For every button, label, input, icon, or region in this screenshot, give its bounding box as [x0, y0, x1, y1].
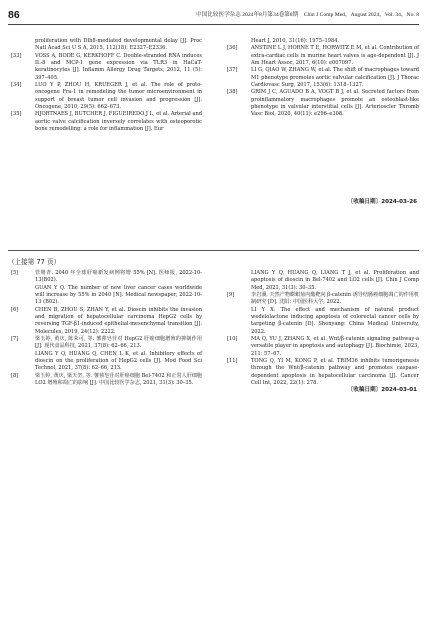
- reference-text: GUAN Y Q. The number of new liver cancer cases worldwide will increase by 55% in 2040 [N]. Medical newspaper, 2022-10-13 (B02).: [35, 284, 202, 306]
- reference-text: VOSS A, BODE G, KERKHOFF C. Double-stranded RNA induces IL-8 and MCP-1 gene expression via TLR3 in HaCaT-keratinocytes [J]. Inflamm Allergy Drug Targets, 2012, 11 (5): 397–405.: [35, 52, 202, 81]
- reference-number: [34]: [11, 82, 22, 89]
- reference-entry: [224, 45, 419, 67]
- reference-text: 梁玉婷, 黄庆, 梁天坚, 等. 薯蓣皂苷对肝癌细胞 Bel-7402 和正常人肝细胞 LO2 增殖和凋亡的影响 [J]. 中国比较医学杂志, 2021, 31(3): 30–35.: [35, 372, 202, 387]
- reference-number: [38]: [227, 89, 238, 96]
- reference-entry: [8, 38, 202, 53]
- reference-text: LI G, QIAO W, ZHANG W, et al. The shift of macrophages toward M1 phenotype promotes aortic valvular calcification [J]. J Thorac Cardiovasc Surg, 2017, 153(6): 1318–1327.: [251, 67, 419, 89]
- reference-number: [10]: [227, 336, 238, 343]
- reference-entry: [224, 89, 419, 118]
- reference-entry: [224, 307, 419, 336]
- reference-text: TONG Q, YI M, KONG P, et al. TRIM36 inhibits tumorigenesis through the Wnt/β-catenin pathway and promotes caspase-dependent apoptosis in hepatocellular carcinoma [J]. Cancer Cell Int, 2022, 22(1): 278.: [251, 358, 419, 387]
- bottom-right-references: [224, 270, 419, 388]
- reference-entry: [224, 292, 419, 307]
- page-number: 86: [8, 9, 20, 21]
- reference-number: [35]: [11, 111, 22, 118]
- reference-text: 李岩溪. 天然产物蟛蜞菊内酯靶向 β-catenin 诱导结肠癌细胞凋亡的作用机制研究 [D]. 沈阳: 中国医科大学, 2022.: [251, 292, 419, 306]
- reference-entry: [8, 351, 202, 373]
- reference-entry: [8, 82, 202, 111]
- reference-text: 梁玉婷, 黄庆, 陈荣可, 等. 薯蓣皂苷对 HepG2 肝癌细胞增殖的抑制作用 [J]. 现代食品科技, 2021, 37(8): 62–66, 213.: [35, 336, 202, 350]
- reference-number: [6]: [11, 306, 19, 313]
- reference-entry: [224, 336, 419, 358]
- running-title: 中国比较医学杂志 2024年8月第34卷第8期 Chin J Comp Med，August 2024，Vol. 34，No. 8: [196, 12, 419, 18]
- reference-number: [9]: [227, 292, 235, 299]
- reference-number: [8]: [11, 372, 19, 379]
- received-date-bottom: 〔收稿日期〕2024-03-01: [347, 387, 417, 393]
- top-left-references: [8, 38, 202, 133]
- bottom-left-references: [8, 270, 202, 388]
- reference-entry: [8, 307, 202, 336]
- reference-text: ANSTINE L J, HORNE T E, HORWITZ E M, et al. Contribution of extra-cardiac cells in murine heart valves is age-dependent [J]. J Am Heart Assoc, 2017, 6(10): e007097.: [251, 45, 419, 67]
- received-date-top: 〔收稿日期〕2024-03-26: [347, 199, 417, 205]
- reference-number: [5]: [11, 270, 19, 276]
- reference-entry: [8, 111, 202, 133]
- reference-entry: [8, 373, 202, 388]
- reference-text: LI Y X. The effect and mechanism of natural product wedelolactone inducing apoptosis of colorectal cancer cells by targeting β-catenin [D]. Shenyang: China Medical University, 2022.: [251, 306, 419, 335]
- reference-entry: [224, 270, 419, 292]
- reference-entry: [8, 336, 202, 351]
- section-divider: [8, 250, 419, 251]
- reference-number: [11]: [227, 358, 238, 365]
- reference-text: MA Q, YU J, ZHANG X, et al. Wnt/β-catenin signaling pathway-a versatile player in apoptosis and autophagy [J]. Biochimie, 2023, 211: 57–67.: [251, 336, 419, 357]
- reference-entry: [8, 270, 202, 285]
- reference-entry: [224, 358, 419, 387]
- reference-number: [7]: [11, 336, 19, 343]
- reference-number: [37]: [227, 67, 238, 74]
- reference-text: Heart J, 2010, 31(16): 1975–1984.: [251, 38, 340, 44]
- reference-entry: [224, 38, 419, 45]
- continued-from-label: （上接第 77 页）: [8, 258, 61, 266]
- reference-text: LUO Y P, ZHOU H, KRUEGER J, et al. The role of proto-oncogene Fra-1 in remodeling the tumor microenvironment in support of breast tumor cell invasion and progression [J]. Oncogene, 2010, 29(5): 662–673.: [35, 82, 202, 111]
- reference-text: proliferation with Dlh8-mediated developmental delay [J]. Proc Natl Acad Sci U S A, 2015, 112(18): E2327–E2336.: [35, 38, 202, 52]
- top-right-references: [224, 38, 419, 119]
- page-header: [8, 8, 419, 25]
- reference-text: LIANG Y Q, HUANG Q, LIANG T J, et al. Proliferation and apoptosis of dioscin in Bel-7402 and LO2 cells [J]. Chin J Comp Med, 2021, 31(3): 30–35.: [251, 270, 419, 291]
- reference-text: CHEN B, ZHOU S, ZHAN Y, et al. Dioscin inhibits the invasion and migration of hepatocellular carcinoma HepG2 cells by reversing TGF-β1-induced epithelial-mesenchymal transition [J]. Molecules, 2019, 24(12): 2222.: [35, 306, 202, 335]
- reference-text: 管掰青. 2040 年全球肝癌新发病例将增 55% [N]. 医师报, 2022-10-13(B02).: [35, 270, 202, 284]
- reference-text: LIANG Y Q, HUANG Q, CHEN L K, et al. Inhibitory effects of dioscin on the proliferation of HepG2 cells [J]. Mod Food Sci Technol, 2021, 37(8): 62–66, 213.: [35, 350, 202, 372]
- reference-entry: [8, 285, 202, 307]
- reference-entry: [8, 53, 202, 82]
- reference-entry: [224, 67, 419, 89]
- reference-text: GRIM J C, AGUADO B A, VOGT B J, et al. Secreted factors from proinflammatory macrophages promote an osteoblast-like phenotype in valvular interstitial cells [J]. Arterioscler Thromb Vasc Biol, 2020, 40(11): e296–e308.: [251, 89, 419, 118]
- reference-text: HJORTNAES J, BUTCHER J, FIGUEIREDO J L, et al. Arterial and aortic valve calcification inversely correlates with osteoporotic bone remodelling: a role for inflammation [J]. Eur: [35, 111, 202, 133]
- reference-number: [36]: [227, 45, 238, 52]
- reference-number: [33]: [11, 52, 22, 59]
